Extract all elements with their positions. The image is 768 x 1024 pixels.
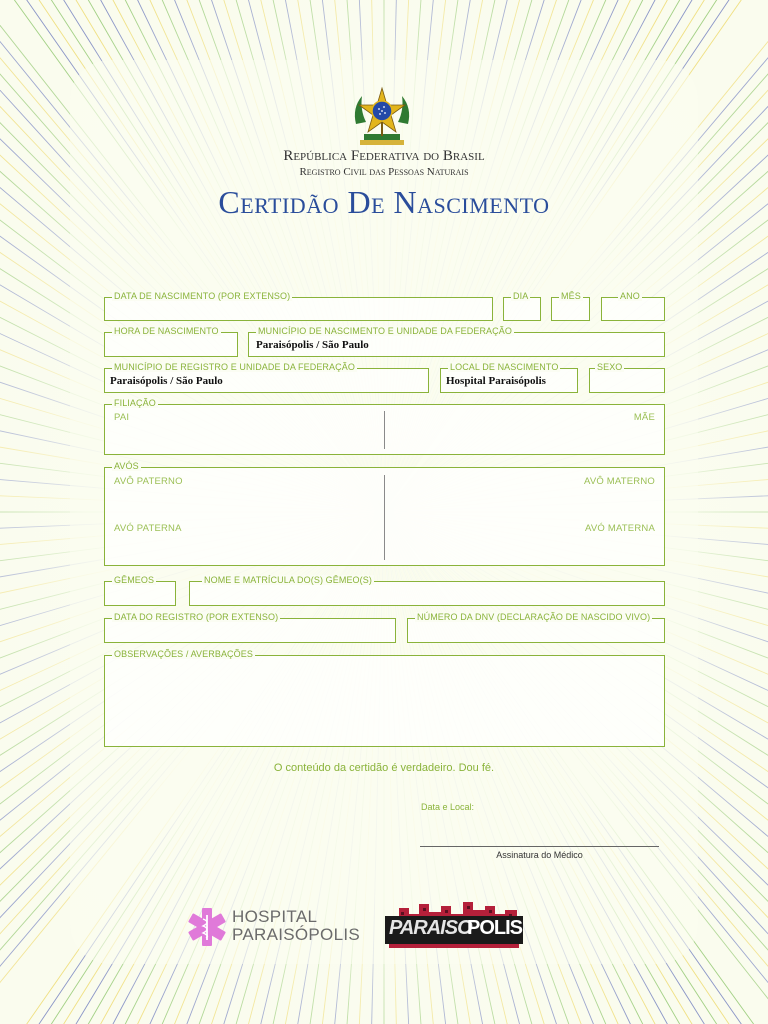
month-label: MÊS — [561, 291, 581, 301]
sex-label: SEXO — [597, 362, 623, 372]
birth-city-value: Paraisópolis / São Paulo — [256, 339, 369, 351]
brand-text-left: PARAISO — [389, 917, 472, 939]
hospital-logo — [186, 904, 360, 950]
registry-city-value: Paraisópolis / São Paulo — [110, 375, 223, 387]
hospital-name-line1: HOSPITAL — [232, 907, 318, 926]
birth-time-label: HORA DE NASCIMENTO — [114, 326, 219, 336]
paternal-grandfather-label[interactable]: AVÔ PATERNO — [114, 476, 183, 487]
registry-date-label: DATA DO REGISTRO (POR EXTENSO) — [114, 612, 279, 622]
maternal-grandmother-label[interactable]: AVÓ MATERNA — [585, 523, 655, 534]
page-title: Certidão De Nascimento — [218, 184, 550, 220]
grandparents-label: AVÓS — [114, 461, 139, 471]
date-place-label: Data e Local: — [421, 802, 475, 812]
paternal-grandmother-label[interactable]: AVÓ PATERNA — [114, 523, 182, 534]
observations-field[interactable] — [104, 655, 665, 747]
brazil-coat-of-arms-icon — [350, 84, 414, 148]
mother-label[interactable]: MÃE — [633, 412, 655, 423]
signature-line — [420, 846, 659, 847]
registry-city-label: MUNICÍPIO DE REGISTRO E UNIDADE DA FEDERAÇÃO — [114, 362, 355, 372]
day-label: DIA — [513, 291, 529, 301]
maternal-grandfather-label[interactable]: AVÔ MATERNO — [584, 476, 655, 487]
birth-place-label: LOCAL DE NASCIMENTO — [450, 362, 559, 372]
paraisopolis-brand-logo — [385, 898, 525, 952]
country-name: República Federativa do Brasil — [283, 148, 485, 164]
birth-date-label: DATA DE NASCIMENTO (POR EXTENSO) — [114, 291, 291, 301]
dnv-number-label: NÚMERO DA DNV (DECLARAÇÃO DE NASCIDO VIVO) — [417, 612, 651, 622]
observations-label: OBSERVAÇÕES / AVERBAÇÕES — [114, 649, 253, 659]
parents-divider — [384, 411, 385, 449]
twins-label: GÊMEOS — [114, 575, 155, 585]
brand-text-right: POLIS — [467, 917, 523, 939]
father-label[interactable]: PAI — [114, 412, 130, 423]
grandparents-divider — [384, 475, 385, 560]
birth-place-value: Hospital Paraisópolis — [446, 375, 546, 387]
star-of-life-icon — [186, 906, 228, 948]
year-label: ANO — [620, 291, 640, 301]
hospital-name-line2: PARAISÓPOLIS — [232, 925, 360, 944]
twins-names-label: NOME E MATRÍCULA DO(S) GÊMEO(S) — [204, 575, 372, 585]
signature-label: Assinatura do Médico — [496, 850, 583, 860]
birth-city-label: MUNICÍPIO DE NASCIMENTO E UNIDADE DA FEDERAÇÃO — [258, 326, 512, 336]
truth-statement: O conteúdo da certidão é verdadeiro. Dou fé. — [273, 762, 495, 774]
parents-label: FILIAÇÃO — [114, 398, 156, 408]
registry-name: Registro Civil das Pessoas Naturais — [299, 166, 469, 178]
